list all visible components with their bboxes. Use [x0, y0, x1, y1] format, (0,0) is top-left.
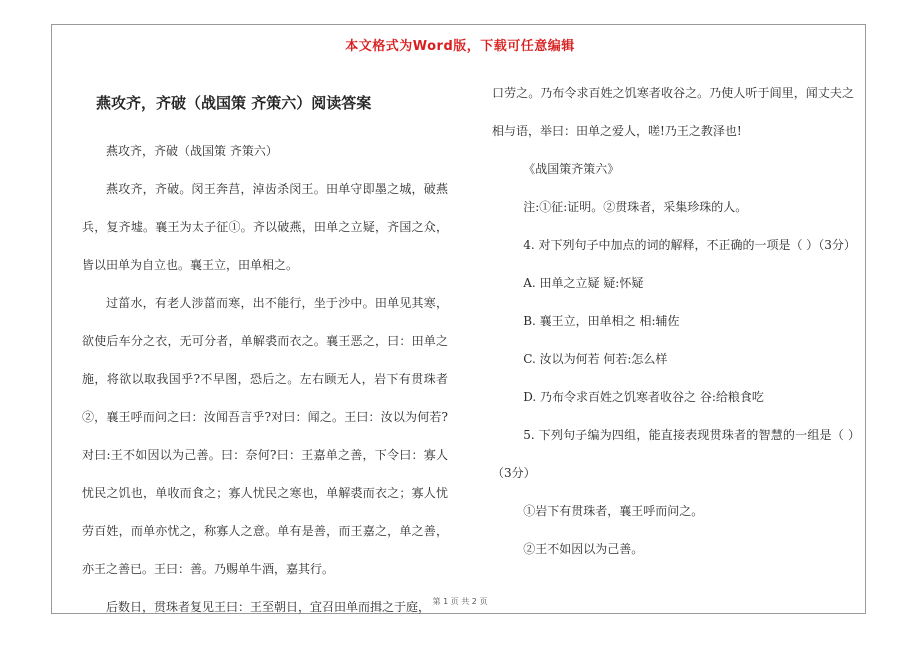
option-b: B. 襄王立，田单相之 相:辅佐	[523, 314, 680, 328]
paragraph: 后数日，贯珠者复见王曰：王至朝日，宜召田单而揖之于庭，	[106, 600, 431, 614]
choice-1: ①岩下有贯珠者，襄王呼而问之。	[523, 504, 704, 518]
question-5: 5. 下列句子编为四组，能直接表现贯珠者的智慧的一组是（ ）（3分）	[492, 428, 854, 480]
annotation-note: 注:①征:证明。②贯珠者，采集珍珠的人。	[523, 200, 748, 214]
paragraph: 口劳之。乃布令求百姓之饥寒者收谷之。乃使人听于闾里，闻丈夫之相与语，举曰：田单之爱人，嗟!乃王之教泽也!	[492, 86, 854, 138]
option-a: A. 田单之立疑 疑:怀疑	[523, 276, 644, 290]
left-column	[82, 74, 448, 626]
document-title: 燕攻齐，齐破（战国策 齐策六）阅读答案	[96, 94, 372, 112]
right-column	[492, 74, 854, 568]
option-c: C. 汝以为何若 何若:怎么样	[523, 352, 668, 366]
subtitle: 燕攻齐，齐破（战国策 齐策六）	[106, 144, 278, 158]
option-d: D. 乃布令求百姓之饥寒者收谷之 谷:给粮食吃	[523, 390, 764, 404]
paragraph: 过菑水，有老人涉菑而寒，出不能行，坐于沙中。田单见其寒，欲使后车分之衣，无可分者，单解裘而衣之。襄王恶之，曰：田单之施，将欲以取我国乎?不早图，恐后之。左右顾无人，岩下有贯珠者②，襄王呼而问之曰：汝闻吾言乎?对曰：闻之。王曰：汝以为何若?对曰:王不如因以为己善。曰：奈何?曰：王嘉单之善，下令曰：寡人忧民之饥也，单收而食之；寡人忧民之寒也，单解裘而衣之；寡人忧劳百姓，而单亦忧之，称寡人之意。单有是善，而王嘉之，单之善，亦王之善已。王曰：善。乃赐单牛酒，嘉其行。	[82, 296, 448, 576]
question-4: 4. 对下列句子中加点的词的解释，不正确的一项是（ ）（3分）	[523, 238, 856, 252]
paragraph: 燕攻齐，齐破。闵王奔莒，淖齿杀闵王。田单守即墨之城，破燕兵，复齐墟。襄王为太子征①。齐以破燕，田单之立疑，齐国之众，皆以田单为自立也。襄王立，田单相之。	[82, 182, 448, 272]
source-citation: 《战国策齐策六》	[523, 162, 620, 176]
page-footer: 第 1 页 共 2 页	[432, 597, 488, 606]
choice-2: ②王不如因以为己善。	[523, 542, 644, 556]
download-banner: 本文格式为Word版，下载可任意编辑	[345, 39, 575, 54]
